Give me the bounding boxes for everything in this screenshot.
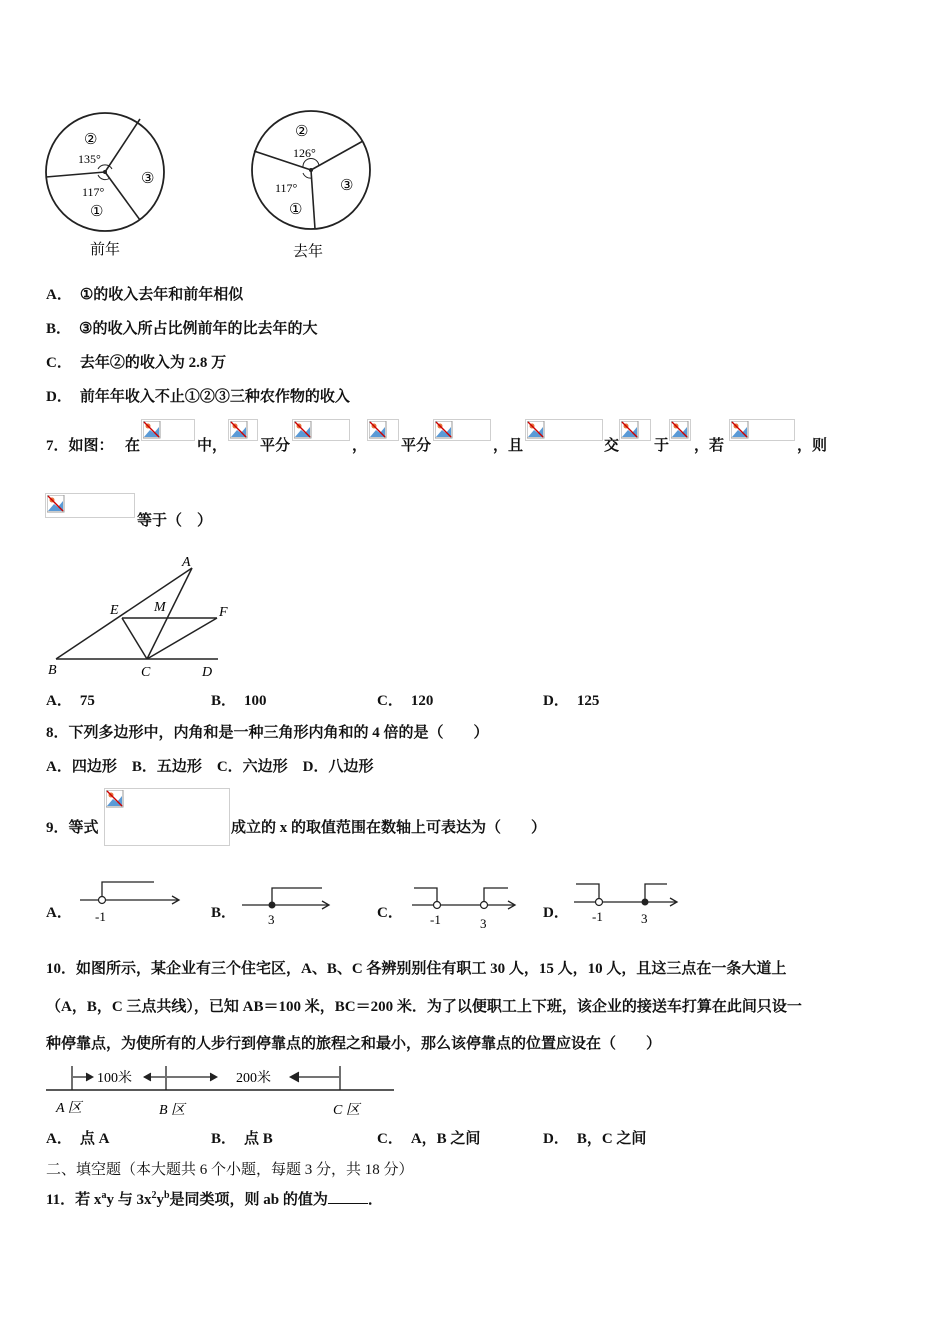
tick-label: -1 [592, 909, 603, 924]
q7-geometry-figure [40, 552, 240, 680]
distance-ab: 100米 [97, 1071, 132, 1086]
q7-prefix: 7．如图： [46, 438, 114, 454]
q7-seg-9: ，则 [797, 438, 828, 454]
tick-label: -1 [430, 912, 441, 927]
q9-option-c-key: C． [377, 905, 403, 921]
q9-option-a-key: A． [46, 905, 72, 921]
broken-image-icon [525, 419, 603, 441]
broken-image-icon [367, 419, 399, 441]
broken-image-icon [141, 419, 195, 441]
q9-suffix: 成立的 x 的取值范围在数轴上可表达为（ ） [231, 820, 547, 836]
q7-seg-4: 平分 [401, 438, 432, 454]
q11-stem: 11．若 $x^ay$ 与 $3x^2y^b$是同类项，则 ab 的值为 ． [46, 1190, 383, 1208]
label-b: B [48, 663, 57, 678]
q10-road-figure [44, 1062, 404, 1120]
q10-line-2: （A，B，C 三点共线），已知 AB＝100 米，BC＝200 米．为了以便职工上下班，该企业的接送车打算在此间只设一 [46, 999, 802, 1015]
q8-options: A．四边形 B．五边形 C．六边形 D．八边形 [46, 759, 374, 775]
q6-option-d [46, 387, 350, 407]
q7-seg-6: 交 [604, 438, 620, 454]
q9-number-line-c [410, 878, 525, 932]
q7-seg-2: 平分 [260, 438, 291, 454]
zone-c-label: C 区 [333, 1103, 360, 1118]
q7-option-d: D． 125 [543, 693, 600, 709]
q10-option-c: C． A，B 之间 [377, 1131, 481, 1147]
zone-b-label: B 区 [159, 1103, 186, 1118]
q7-seg-8: ，若 [694, 438, 725, 454]
pie-right-angle-top: 126° [293, 146, 316, 160]
pie-left-label-1: ① [90, 204, 104, 220]
q9-number-line-b [240, 878, 340, 930]
answer-blank[interactable] [328, 1189, 368, 1204]
q9-number-line-a [78, 878, 188, 928]
option-key: B． [46, 321, 72, 337]
q9-option-d-key: D． [543, 905, 569, 921]
label-a: A [182, 555, 191, 570]
tick-label: 3 [268, 912, 275, 927]
label-f: F [219, 605, 228, 620]
distance-bc: 200米 [236, 1071, 271, 1086]
pie-chart-right [245, 110, 380, 270]
pie-left-label-3: ③ [141, 171, 155, 187]
q9-number-line-d [572, 876, 687, 930]
q6-option-b [46, 319, 317, 339]
option-text: 去年②的收入为 2.8 万 [79, 355, 227, 371]
broken-image-icon [433, 419, 491, 441]
q10-line-3: 种停靠点，为使所有的人步行到停靠点的旅程之和最小，那么该停靠点的位置应设在（ ） [46, 1036, 662, 1052]
broken-image-icon [619, 419, 651, 441]
label-e: E [110, 603, 119, 618]
q7-tail: 等于（ ） [137, 513, 213, 529]
q8-stem: 8．下列多边形中，内角和是一种三角形内角和的 4 倍的是（ ） [46, 725, 489, 741]
broken-image-icon [45, 493, 135, 518]
zone-a-label: A 区 [56, 1101, 82, 1116]
option-text: ③的收入所占比例前年的比去年的大 [79, 321, 318, 337]
q10-option-d: D． B，C 之间 [543, 1131, 647, 1147]
option-text: ①的收入去年和前年相似 [79, 287, 244, 303]
tick-label: 3 [480, 916, 487, 931]
broken-image-icon [729, 419, 795, 441]
broken-image-icon [104, 788, 230, 846]
q9-prefix: 9．等式 [46, 820, 99, 836]
q7-seg-0: 在 [125, 438, 141, 454]
pie-right-label-1: ① [289, 202, 303, 218]
q7-seg-5: ，且 [493, 438, 524, 454]
q7-seg-1: 中， [197, 438, 228, 454]
q6-option-c [46, 353, 226, 373]
section-heading: 二、填空题（本大题共 6 个小题，每题 3 分，共 18 分） [46, 1162, 414, 1178]
pie-left-caption: 前年 [90, 242, 121, 258]
option-key: A． [46, 287, 72, 303]
q7-option-b: B． 100 [211, 693, 267, 709]
option-key: C． [46, 355, 72, 371]
pie-right-label-3: ③ [340, 178, 354, 194]
pie-left-label-2: ② [84, 132, 98, 148]
broken-image-icon [669, 419, 691, 441]
label-c: C [141, 665, 151, 680]
q9-option-b-key: B． [211, 905, 237, 921]
option-key: D． [46, 389, 72, 405]
q10-option-a: A． 点 A [46, 1131, 110, 1147]
q10-option-b: B． 点 B [211, 1131, 273, 1147]
broken-image-icon [228, 419, 258, 441]
label-d: D [202, 665, 213, 680]
pie-chart-left [40, 110, 175, 270]
broken-image-icon [292, 419, 350, 441]
q7-seg-7: 于 [654, 438, 670, 454]
q7-option-a: A． 75 [46, 693, 95, 709]
pie-left-angle-top: 135° [78, 152, 101, 166]
pie-right-label-2: ② [295, 124, 309, 140]
tick-label: -1 [95, 909, 106, 924]
q7-option-c: C． 120 [377, 693, 434, 709]
q10-line-1: 10．如图所示，某企业有三个住宅区，A、B、C 各辨别别住有职工 30 人，15 人，10 人，且这三点在一条大道上 [46, 961, 787, 977]
label-m: M [154, 600, 166, 615]
q7-seg-3: ， [352, 438, 368, 454]
q6-option-a [46, 285, 243, 305]
tick-label: 3 [641, 911, 648, 926]
option-text: 前年年收入不止①②③三种农作物的收入 [79, 389, 350, 405]
pie-right-angle-bottom: 117° [275, 181, 298, 195]
pie-right-caption: 去年 [293, 244, 324, 260]
pie-left-angle-bottom: 117° [82, 185, 105, 199]
